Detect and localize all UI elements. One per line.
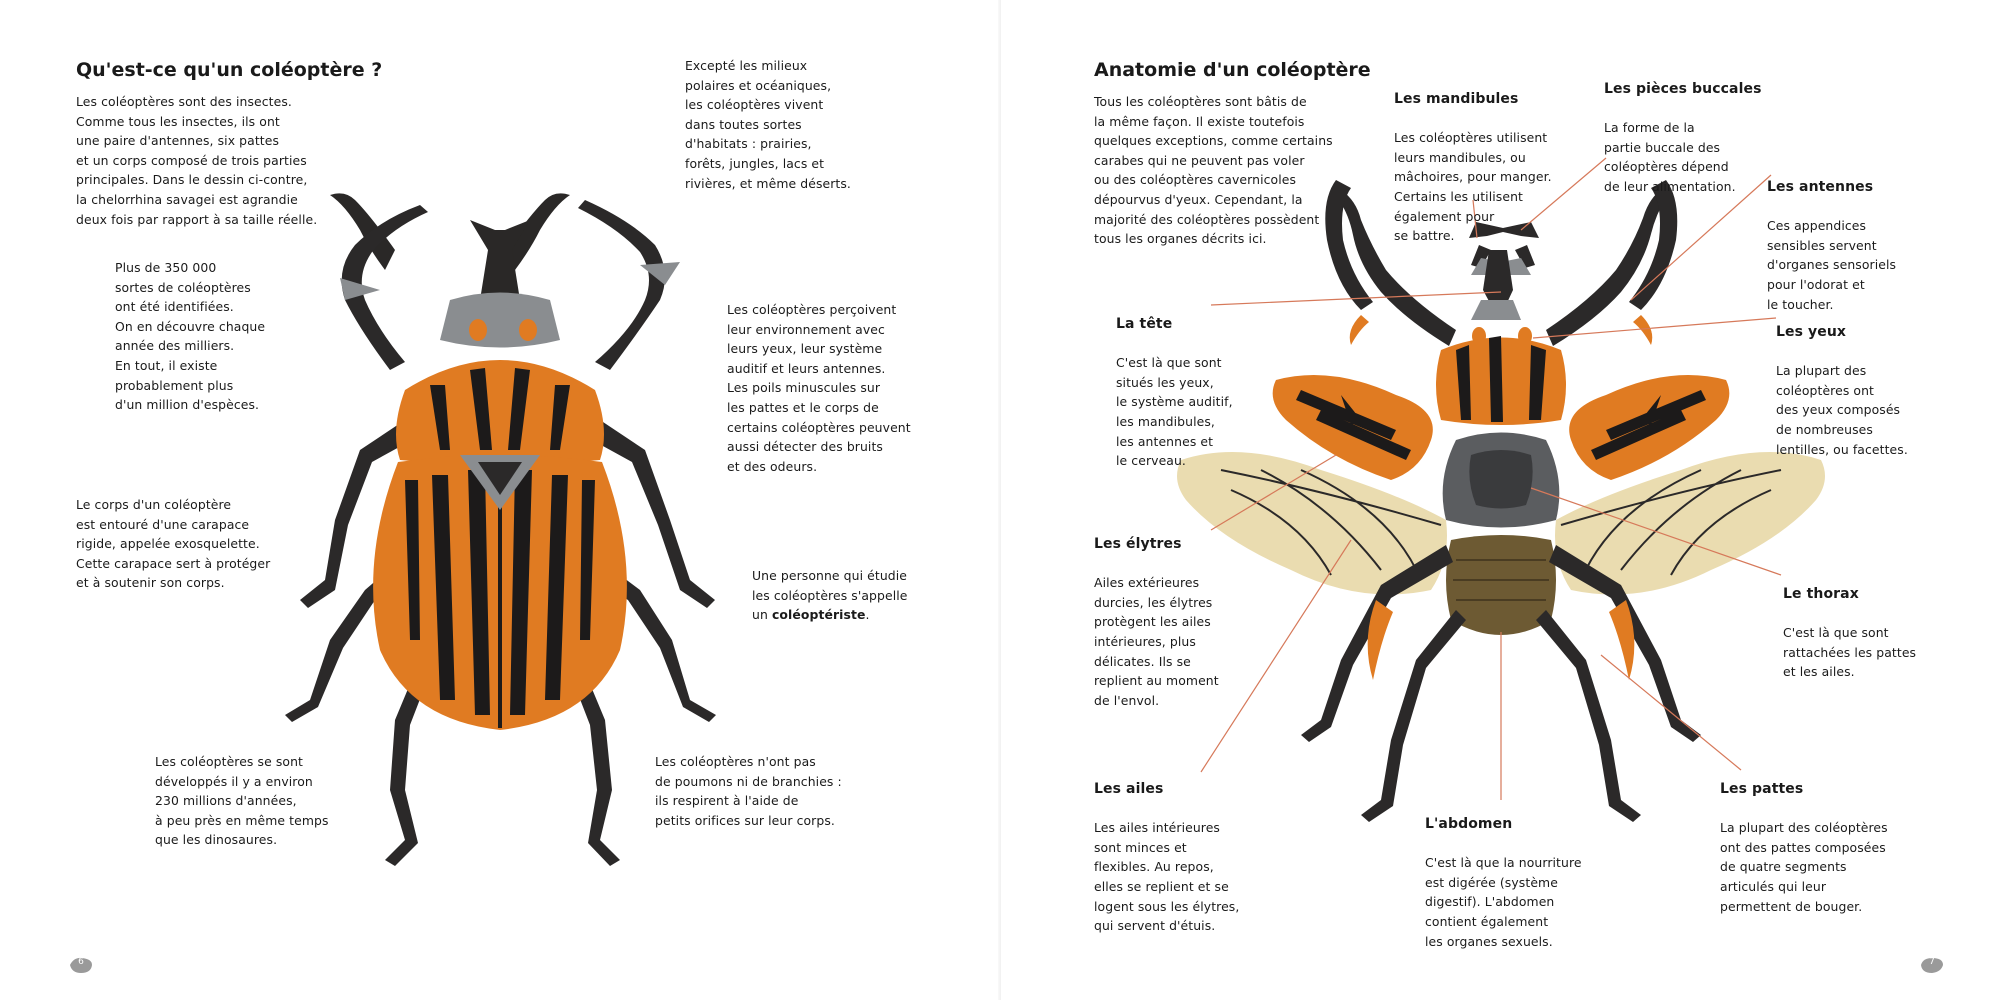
habitats-fact: Excepté les milieux polaires et océaniques, les coléoptères vivent dans toutes sortes d'habitats : prairies, forêts, jungles, lacs et rivières, et même déserts. [685, 58, 851, 191]
label-pieces-text: La forme de la partie buccale des coléoptères dépend de leur alimentation. [1604, 120, 1736, 194]
coleopterist-end: . [865, 607, 870, 623]
leader-pattes [1601, 655, 1741, 770]
label-mandibules-title: Les mandibules [1394, 90, 1519, 107]
left-page [0, 0, 1000, 1000]
right-page-title: Anatomie d'un coléoptère [1094, 59, 1371, 81]
head [440, 293, 560, 348]
label-pattes-title: Les pattes [1720, 780, 1804, 797]
coleopterist-fact [752, 566, 962, 625]
species-fact: Plus de 350 000 sortes de coléoptères ont été identifiées. On en découvre chaque année des milliers. En tout, il existe probablement plus d'un million d'espèces. [115, 260, 266, 413]
label-pieces-title: Les pièces buccales [1604, 80, 1762, 97]
label-ailes-text: Les ailes intérieures sont minces et flexibles. Au repos, elles se replient et se logent sous les élytres, qui servent d'étuis. [1094, 820, 1240, 934]
label-yeux-text: La plupart des coléoptères ont des yeux composés de nombreuses lentilles, ou facettes. [1776, 363, 1908, 457]
page-number-left: 6 [68, 955, 94, 975]
label-yeux [1776, 303, 1976, 479]
label-abdomen-text: C'est là que la nourriture est digérée (système digestif). L'abdomen contient également les organes sexuels. [1425, 855, 1582, 949]
label-ailes [1094, 760, 1294, 955]
dinosaurs-fact: Les coléoptères se sont développés il y a environ 230 millions d'années, à peu près en même temps que les dinosaures. [155, 754, 329, 848]
label-pattes-text: La plupart des coléoptères ont des pattes composées de quatre segments articulés qui leur permettent de bouger. [1720, 820, 1888, 914]
page-number-right: 7 [1919, 955, 1945, 975]
carapace-fact: Le corps d'un coléoptère est entouré d'une carapace rigide, appelée exosquelette. Cette carapace sert à protéger et à soutenir son corps. [76, 497, 271, 591]
breathing-fact: Les coléoptères n'ont pas de poumons ni de branchies : ils respirent à l'aide de petits orifices sur leur corps. [655, 754, 842, 828]
label-abdomen [1425, 795, 1645, 971]
anatomy-intro: Tous les coléoptères sont bâtis de la même façon. Il existe toutefois quelques exceptions, comme certains carabes qui ne peuvent pas voler ou des coléoptères cavernicoles dépourvus d'yeux. Cependant, la majorité des coléoptères possèdent tous les organes décrits ici. [1094, 94, 1333, 247]
label-tete [1116, 295, 1296, 490]
intro-paragraph: Les coléoptères sont des insectes. Comme tous les insectes, ils ont une paire d'antennes, six pattes et un corps composé de trois parties principales. Dans le dessin ci-contre, la chelorrhina savagei est agrandie deux fois par rapport à sa taille réelle. [76, 94, 318, 227]
pronotum [396, 360, 604, 465]
right-antenna [578, 200, 665, 370]
label-pattes [1720, 760, 1950, 936]
label-yeux-title: Les yeux [1776, 323, 1847, 340]
label-thorax-text: C'est là que sont rattachées les pattes et les ailes. [1783, 625, 1917, 680]
coleopterist-text: Une personne qui étudie les coléoptères s'appelle un [752, 568, 908, 623]
label-antennes-title: Les antennes [1767, 178, 1874, 195]
label-mandibules [1394, 70, 1594, 265]
right-page [1001, 0, 2001, 1000]
label-tete-text: C'est là que sont situés les yeux, le système auditif, les mandibules, les antennes et le cerveau. [1116, 355, 1233, 469]
label-elytres-text: Ailes extérieures durcies, les élytres protègent les ailes intérieures, plus délicates. Ils se replient au moment de l'envol. [1094, 575, 1219, 708]
label-elytres-title: Les élytres [1094, 535, 1182, 552]
label-tete-title: La tête [1116, 315, 1173, 332]
left-page-title: Qu'est-ce qu'un coléoptère ? [76, 59, 383, 81]
label-antennes-text: Ces appendices sensibles servent d'organes sensoriels pour l'odorat et le toucher. [1767, 218, 1897, 312]
label-mandibules-text: Les coléoptères utilisent leurs mandibules, ou mâchoires, pour manger. Certains les utilisent également pour se battre. [1394, 130, 1552, 244]
label-abdomen-title: L'abdomen [1425, 815, 1513, 832]
label-ailes-title: Les ailes [1094, 780, 1164, 797]
coleopterist-word: coléoptériste [771, 607, 866, 623]
label-thorax-title: Le thorax [1783, 585, 1859, 602]
label-thorax [1783, 565, 1983, 702]
label-elytres [1094, 515, 1274, 730]
senses-fact: Les coléoptères perçoivent leur environnement avec leurs yeux, leur système auditif et leurs antennes. Les poils minuscules sur les pattes et le corps de certains coléoptères peuvent aussi détecter des bruits et des odeurs. [727, 302, 911, 474]
